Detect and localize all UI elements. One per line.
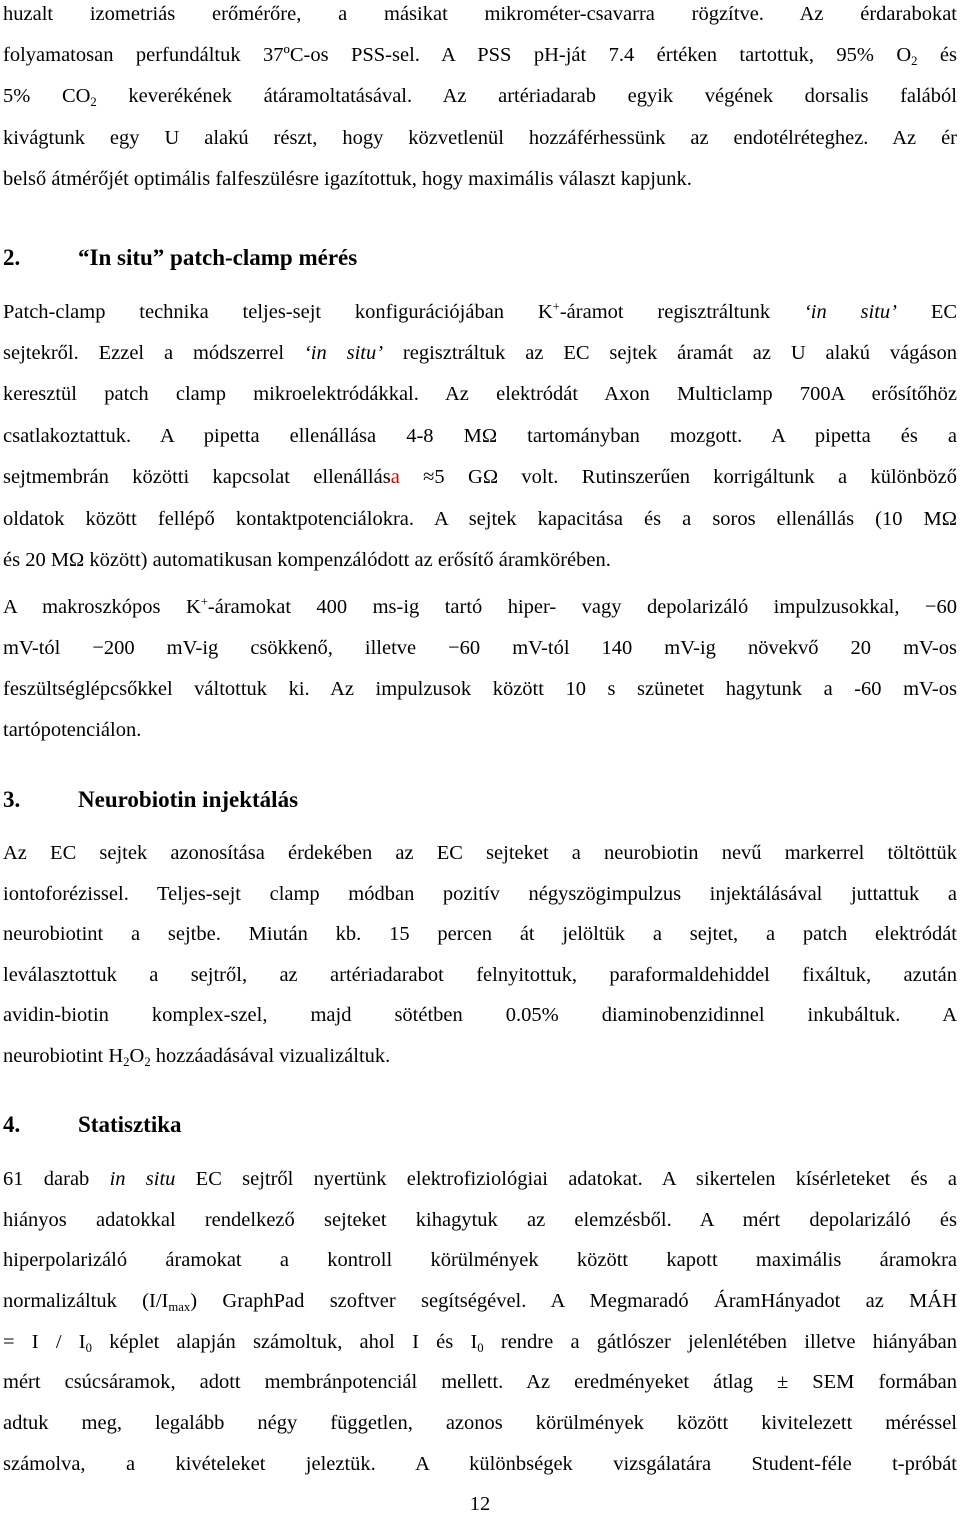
paragraph-line: neurobiotint $H_2O_2$ hozzáadásával vizualizáltuk. (3, 1045, 391, 1069)
paragraph-line: Az EC sejtek azonosítása érdekében az EC sejteket a neurobiotin nevű markerrel töltöttük (3, 842, 957, 864)
paragraph-line: kivágtunk egy U alakú részt, hogy közvetlenül hozzáférhessünk az endotélréteghez. Az ér (3, 127, 957, 149)
section-title: Statisztika (78, 1112, 182, 1137)
paragraph-line: számolva, a kivételeket jeleztük. A különbségek vizsgálatára Student-féle t-próbát (3, 1453, 957, 1475)
paragraph-line: folyamatosan perfundáltuk 37ºC-os PSS-sel. A PSS pH-ját 7.4 értéken tartottuk, 95% $O_2$ és (3, 44, 957, 68)
section-title: Neurobiotin injektálás (78, 787, 299, 812)
paragraph-line: Patch-clamp technika teljes-sejt konfigurációjában K+-áramot regisztráltunk ‘in situ’ EC (3, 299, 958, 323)
section-number: 3. (3, 787, 21, 812)
paragraph-line: hiperpolarizáló áramokat a kontroll körülmények között kapott maximális áramokra (3, 1249, 957, 1271)
paragraph-line: leválasztottuk a sejtről, az artériadarabot felnyitottuk, paraformaldehiddel fixáltuk, azután (3, 964, 957, 986)
paragraph-line: huzalt izometriás erőmérőre, a másikat mikrométer-csavarra rögzítve. Az érdarabokat (3, 3, 957, 25)
section-heading (3, 243, 357, 273)
paragraph-line: belső átmérőjét optimális falfeszülésre igazítottuk, hogy maximális választ kapjunk. (3, 168, 692, 190)
paragraph-line: sejtekről. Ezzel a módszerrel ‘in situ’ regisztráltuk az EC sejtek áramát az U alakú vágáson (3, 342, 957, 364)
paragraph-line: = I / $I_0$ képlet alapján számoltuk, ahol I és $I_0$ rendre a gátlószer jelenlétében illetve hiányában (3, 1331, 957, 1355)
paragraph-line: normalizáltuk $(I/I_{max})$ GraphPad szoftver segítségével. A Megmaradó ÁramHányadot az MÁH (3, 1290, 957, 1314)
paragraph-line: tartópotenciálon. (3, 719, 142, 741)
paragraph-line: neurobiotint a sejtbe. Miután kb. 15 percen át jelöltük a sejtet, a patch elektródát (3, 923, 957, 945)
paragraph-line: oldatok között fellépő kontaktpotenciálokra. A sejtek kapacitása és a soros ellenállás (10 MΩ (3, 508, 957, 530)
section-heading (3, 785, 298, 815)
paragraph-line: adtuk meg, legalább négy független, azonos körülmények között kivitelezett méréssel (3, 1412, 957, 1434)
paragraph-line: A makroszkópos K+-áramokat 400 ms-ig tartó hiper- vagy depolarizáló impulzusokkal, −60 (3, 594, 957, 618)
section-title: “In situ” patch-clamp mérés (78, 245, 358, 270)
paragraph-line: 5% $CO_2$ keverékének átáramoltatásával. Az artériadarab egyik végének dorsalis falából (3, 85, 957, 109)
paragraph-line: mért csúcsáramok, adott membránpotenciál mellett. Az eredményeket átlag ± SEM formában (3, 1371, 957, 1393)
paragraph-line: feszültséglépcsőkkel váltottuk ki. Az impulzusok között 10 s szünetet hagytunk a -60 mV-os (3, 678, 957, 700)
paragraph-line: sejtmembrán közötti kapcsolat ellenállása ≈5 GΩ volt. Rutinszerűen korrigáltunk a különböző (3, 466, 957, 488)
paragraph-line: avidin-biotin komplex-szel, majd sötétben 0.05% diaminobenzidinnel inkubáltuk. A (3, 1004, 957, 1026)
section-number: 2. (3, 245, 21, 270)
paragraph-line: keresztül patch clamp mikroelektródákkal. Az elektródát Axon Multiclamp 700A erősítőhöz (3, 383, 957, 405)
paragraph-line: hiányos adatokkal rendelkező sejteket kihagytuk az elemzésből. A mért depolarizáló és (3, 1209, 957, 1231)
paragraph-line: mV-tól −200 mV-ig csökkenő, illetve −60 mV-tól 140 mV-ig növekvő 20 mV-os (3, 637, 957, 659)
paragraph-line: csatlakoztattuk. A pipetta ellenállása 4-8 MΩ tartományban mozgott. A pipetta és a (3, 425, 957, 447)
page-number: 12 (469, 1493, 491, 1515)
highlighted-letter: a (390, 466, 400, 488)
section-heading (3, 1110, 182, 1140)
paragraph-line: 61 darab in situ EC sejtről nyertünk elektrofiziológiai adatokat. A sikertelen kísérleteket és a (3, 1168, 957, 1190)
paragraph-line: és 20 MΩ között) automatikusan kompenzálódott az erősítő áramkörében. (3, 549, 611, 571)
section-number: 4. (3, 1112, 21, 1137)
paragraph-line: iontoforézissel. Teljes-sejt clamp módban pozitív négyszögimpulzus injektálásával juttattuk a (3, 883, 957, 905)
